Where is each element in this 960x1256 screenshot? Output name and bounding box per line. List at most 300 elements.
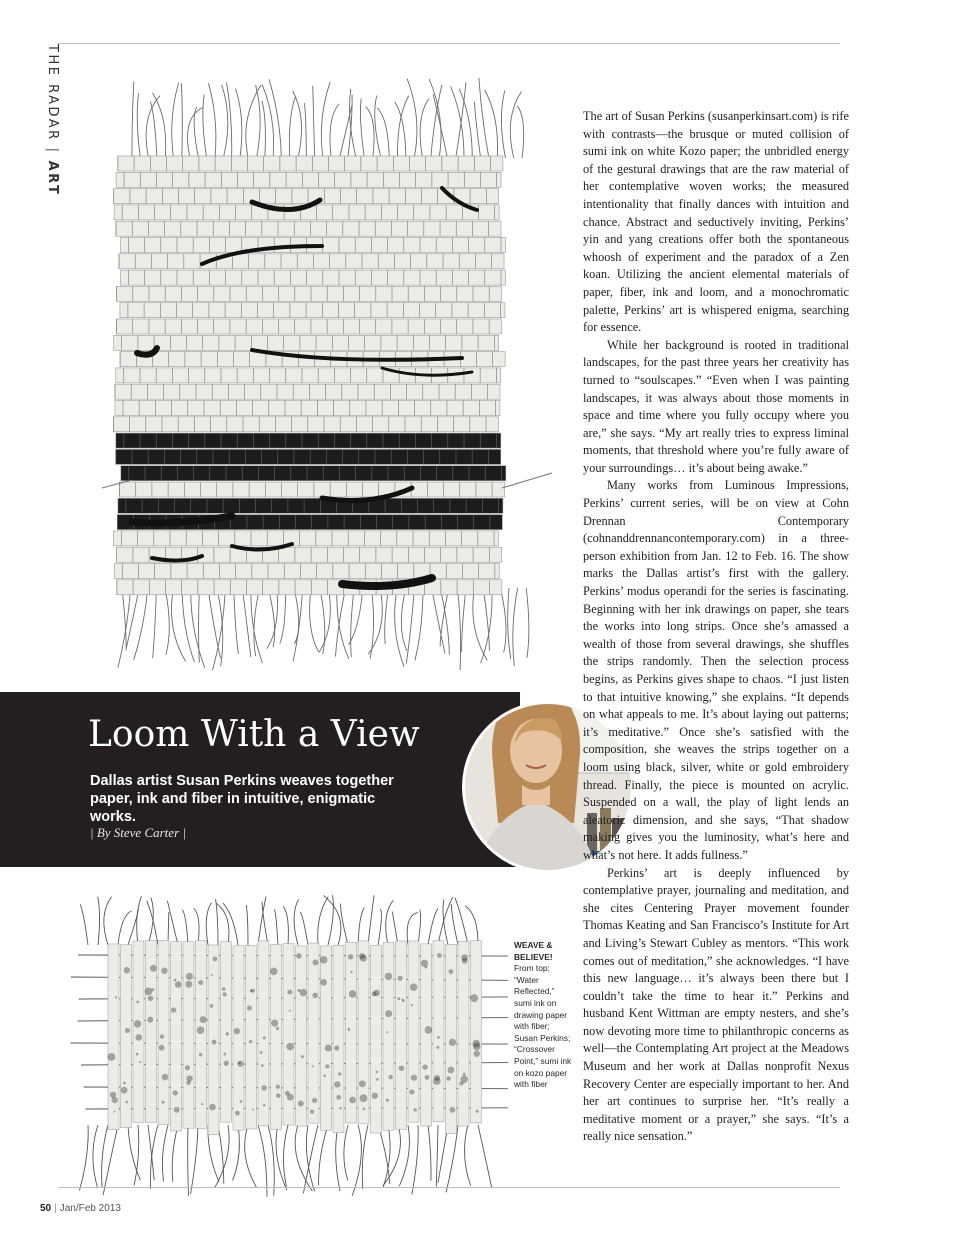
thread bbox=[148, 898, 153, 945]
thread bbox=[368, 895, 374, 945]
ink-speck bbox=[436, 1046, 439, 1049]
paper-strip bbox=[383, 942, 394, 1130]
ink-speck bbox=[410, 983, 418, 991]
ink-speck bbox=[298, 1101, 304, 1107]
ink-speck bbox=[251, 989, 255, 993]
section-label: THE RADAR bbox=[45, 44, 60, 142]
paper-strip bbox=[396, 941, 407, 1129]
paper-strip bbox=[308, 943, 319, 1123]
thread bbox=[268, 1125, 274, 1196]
ink-speck bbox=[402, 999, 405, 1002]
thread bbox=[191, 588, 205, 668]
paper-strip bbox=[119, 254, 504, 269]
ink-speck bbox=[320, 979, 327, 986]
thread bbox=[368, 588, 382, 654]
ink-speck bbox=[212, 1040, 217, 1045]
thread bbox=[392, 912, 398, 945]
page-number: 50 bbox=[40, 1203, 52, 1214]
paper-strip bbox=[116, 433, 501, 448]
paper-strip bbox=[115, 384, 500, 399]
thread bbox=[93, 1125, 98, 1188]
thread bbox=[479, 78, 489, 158]
thread bbox=[304, 103, 306, 158]
ink-speck bbox=[115, 996, 117, 998]
thread bbox=[508, 588, 511, 659]
ink-speck bbox=[325, 1044, 332, 1051]
ink-speck bbox=[110, 1092, 116, 1098]
thread bbox=[336, 1125, 340, 1191]
ink-speck bbox=[450, 1107, 456, 1113]
ink-speck bbox=[287, 1094, 294, 1101]
thread bbox=[246, 905, 248, 945]
paper-strip bbox=[118, 156, 503, 171]
thread bbox=[222, 85, 228, 158]
thread bbox=[310, 588, 319, 652]
thread bbox=[407, 79, 417, 158]
ink-speck bbox=[186, 973, 193, 980]
thread bbox=[295, 1125, 312, 1191]
ink-speck bbox=[373, 990, 380, 997]
ink-speck bbox=[162, 1101, 165, 1104]
paper-strip bbox=[296, 946, 307, 1126]
thread bbox=[510, 92, 521, 158]
ink-speck bbox=[411, 1004, 413, 1006]
ink-speck bbox=[350, 971, 352, 973]
headline: Loom With a View bbox=[88, 714, 420, 755]
thread bbox=[344, 1125, 348, 1181]
thread bbox=[358, 907, 364, 945]
ink-speck bbox=[134, 1020, 141, 1027]
paper-strip bbox=[433, 941, 444, 1122]
ink-speck bbox=[463, 1073, 466, 1076]
thread bbox=[191, 1125, 198, 1194]
thread bbox=[203, 95, 207, 158]
ink-speck bbox=[449, 969, 454, 974]
thread bbox=[137, 93, 140, 158]
thread bbox=[167, 901, 178, 945]
ink-speck bbox=[287, 989, 292, 994]
ink-speck bbox=[235, 1111, 240, 1116]
thread bbox=[428, 1125, 431, 1181]
thread bbox=[251, 588, 263, 663]
thread bbox=[104, 897, 112, 945]
ink-speck bbox=[160, 1034, 164, 1038]
ink-speck bbox=[270, 968, 278, 976]
thread bbox=[208, 83, 215, 158]
thread bbox=[320, 588, 325, 654]
ink-speck bbox=[159, 1045, 165, 1051]
ink-speck bbox=[175, 981, 182, 988]
photo-caption bbox=[514, 940, 574, 1091]
ink-speck bbox=[209, 1104, 216, 1111]
caption-text: From top: “Water Reflected,” sumi ink on drawing paper with fiber; Susan Perkins; “Crossover Point,” sumi ink on kozo paper with fiber bbox=[514, 963, 572, 1090]
thread bbox=[80, 904, 88, 945]
ink-speck bbox=[276, 1085, 280, 1089]
ink-speck bbox=[448, 1067, 455, 1074]
ink-speck bbox=[234, 1028, 240, 1034]
ink-speck bbox=[252, 1108, 254, 1110]
ink-speck bbox=[222, 987, 226, 991]
thread bbox=[321, 82, 330, 158]
thread bbox=[406, 588, 414, 664]
paragraph-1: The art of Susan Perkins (susanperkinsart.com) is rife with contrasts—the brusque or muted collision of sumi ink on white Kozo paper; the unbridled energy of the gestural drawings that are the raw material of her contemplative woven works; the measured intentionality that finally dances with intuition and chance. Abstract and seductively inviting, Perkins’ yin and yang creations offer both the spontaneous whoosh of experiment and the paradox of a Zen koan. Utilizing the ancient elemental materials of paper, fiber, ink and loom, and a monochromatic palette, Perkins’ art is whispered enigma, searching for essence. bbox=[583, 109, 849, 335]
ink-speck bbox=[198, 980, 203, 985]
ink-speck bbox=[174, 1107, 180, 1113]
thread bbox=[168, 912, 169, 945]
thread bbox=[79, 1125, 88, 1191]
thread bbox=[395, 102, 406, 158]
thread bbox=[300, 912, 308, 945]
ink-speck bbox=[197, 1026, 205, 1034]
ink-speck bbox=[449, 1039, 456, 1046]
ink-speck bbox=[422, 1064, 427, 1069]
thread bbox=[233, 1125, 240, 1181]
thread bbox=[303, 1125, 318, 1193]
thread bbox=[366, 107, 374, 158]
ink-speck bbox=[386, 1031, 388, 1033]
ink-speck bbox=[271, 1019, 278, 1026]
ink-speck bbox=[147, 1017, 153, 1023]
thread bbox=[474, 102, 480, 158]
paragraph-2: While her background is rooted in traditional landscapes, for the past three years her creativity has turned to “soulscapes.” “Even when I was painting landscapes, it was always about those moments in space and time where you fully occupy where you are,” she says. “My art really tries to express liminal moments, that threshold where you’re fully aware of your surroundings… it’s about being awake.” bbox=[583, 337, 849, 475]
ink-speck bbox=[148, 996, 154, 1002]
ink-speck bbox=[213, 957, 218, 962]
caption-head: WEAVE & BELIEVE! bbox=[514, 940, 553, 962]
ink-speck bbox=[359, 1094, 367, 1102]
thread bbox=[483, 588, 489, 651]
thread bbox=[401, 588, 407, 651]
ink-speck bbox=[312, 960, 318, 966]
byline: | By Steve Carter | bbox=[90, 825, 186, 840]
ink-speck bbox=[135, 1034, 142, 1041]
thread bbox=[378, 909, 381, 945]
ink-speck bbox=[150, 965, 157, 972]
ink-speck bbox=[224, 1061, 229, 1066]
thread bbox=[269, 79, 281, 158]
thread bbox=[370, 588, 373, 658]
ink-speck bbox=[362, 1108, 365, 1111]
ink-speck bbox=[323, 1074, 326, 1077]
paper-strip bbox=[371, 945, 382, 1133]
portrait-text-wrap bbox=[400, 674, 574, 922]
thread bbox=[399, 1125, 409, 1186]
thread bbox=[235, 89, 241, 158]
thread bbox=[182, 588, 194, 662]
ink-speck bbox=[125, 1028, 130, 1033]
ink-speck bbox=[385, 1010, 392, 1017]
thread bbox=[360, 99, 364, 158]
ink-speck bbox=[263, 1036, 266, 1039]
ink-speck bbox=[121, 1087, 128, 1094]
ink-speck bbox=[310, 1110, 314, 1114]
paper-strip bbox=[120, 303, 505, 318]
ink-speck bbox=[349, 990, 357, 998]
ink-speck bbox=[399, 1066, 405, 1072]
ink-speck bbox=[114, 1111, 116, 1113]
ink-speck bbox=[433, 1077, 441, 1085]
dek: Dallas artist Susan Perkins weaves together paper, ink and fiber in intuitive, enigmatic works. bbox=[90, 773, 394, 825]
thread bbox=[478, 1125, 492, 1187]
thread bbox=[245, 1125, 257, 1188]
paper-strip bbox=[114, 564, 499, 579]
ink-speck bbox=[376, 1078, 379, 1081]
paper-strip bbox=[196, 941, 207, 1129]
ink-speck bbox=[421, 960, 428, 967]
thread bbox=[293, 588, 302, 661]
thread bbox=[162, 1125, 168, 1181]
thread bbox=[313, 86, 315, 158]
thread bbox=[412, 1125, 418, 1195]
ink-speck bbox=[199, 1053, 203, 1057]
paper-strip bbox=[115, 401, 500, 416]
paper-strip bbox=[333, 945, 344, 1132]
ink-speck bbox=[123, 1082, 126, 1085]
paragraph-4: Perkins’ art is deeply influenced by contemplative prayer, journaling and meditation, and she cites Centering Prayer movement founder Thomas Keating and San Francisco’s Institute for Art and Living’s Stewart Cubley as mentors. “This work comes out of meditation,” she acknowledges. “I have this new language… it’s always been there but I couldn’t take the time to hear it.” Perkins and husband Kent Wittman are empty nesters, and she’s now devoting more time to philanthropic concerns as well—the Contemplating Art project at the Meadows Museum and her work at Dallas nonprofit Nexus Recovery Center are especially important to her. And her art continues to surprise her. “It’s really a meditative moment or a prayer,” she says. “It’s a really nice sensation.” bbox=[583, 865, 849, 1144]
ink-speck bbox=[385, 973, 392, 980]
ink-speck bbox=[185, 1065, 190, 1070]
ink-speck bbox=[339, 1107, 342, 1110]
thread bbox=[262, 902, 268, 945]
thread bbox=[420, 99, 429, 158]
ink-speck bbox=[240, 1100, 243, 1103]
thread bbox=[415, 588, 423, 661]
thread bbox=[501, 90, 505, 158]
article-body bbox=[583, 108, 849, 1146]
thread bbox=[283, 906, 288, 945]
ink-speck bbox=[223, 1053, 226, 1056]
ink-speck bbox=[474, 1050, 480, 1056]
thread bbox=[227, 83, 232, 158]
ink-speck bbox=[237, 1061, 243, 1067]
ink-speck bbox=[139, 1061, 141, 1063]
paper-strip bbox=[346, 942, 357, 1123]
paper-strip bbox=[114, 189, 499, 204]
thread bbox=[283, 1125, 288, 1187]
thread bbox=[134, 588, 148, 660]
ink-speck bbox=[411, 1075, 417, 1081]
thread bbox=[268, 588, 274, 647]
ink-speck bbox=[472, 1040, 480, 1048]
ink-speck bbox=[347, 1028, 350, 1031]
ink-speck bbox=[386, 1099, 389, 1102]
thread bbox=[194, 908, 199, 945]
thread bbox=[199, 588, 200, 663]
thread bbox=[318, 1125, 328, 1185]
thread bbox=[262, 85, 273, 158]
thread bbox=[318, 897, 329, 945]
thread bbox=[181, 83, 182, 158]
ink-speck bbox=[108, 1053, 116, 1061]
ink-speck bbox=[437, 953, 442, 958]
thread bbox=[280, 588, 286, 644]
thread bbox=[98, 897, 100, 945]
ink-speck bbox=[171, 1007, 176, 1012]
thread bbox=[234, 588, 239, 654]
ink-speck bbox=[334, 1081, 340, 1087]
ink-speck bbox=[312, 993, 318, 999]
section-separator: | bbox=[45, 147, 60, 155]
thread bbox=[118, 588, 131, 668]
ink-speck bbox=[276, 1093, 281, 1098]
paper-strip bbox=[171, 942, 182, 1131]
ink-speck bbox=[186, 1080, 191, 1085]
paper-strip bbox=[408, 941, 419, 1122]
thread bbox=[267, 588, 278, 649]
paper-strip bbox=[458, 941, 469, 1126]
thread bbox=[132, 81, 134, 158]
ink-speck bbox=[300, 989, 307, 996]
ink-speck bbox=[476, 1110, 479, 1113]
thread bbox=[126, 588, 139, 648]
ink-speck bbox=[409, 1089, 414, 1094]
thread bbox=[137, 896, 142, 945]
thread bbox=[341, 904, 348, 945]
ink-speck bbox=[201, 1103, 203, 1105]
thread bbox=[436, 1125, 438, 1187]
thread bbox=[275, 909, 278, 945]
thread bbox=[337, 588, 349, 659]
thread bbox=[378, 1125, 390, 1184]
paragraph-3: Many works from Luminous Impressions, Perkins’ current series, will be on view at Cohn Drennan Contemporary (cohnanddrennancontemporary.com) in a three-person exhibition from Jan. 12 to Feb. 16. The show marks the Dallas artist’s first with the gallery. Perkins’ modus operandi for the series is fascinating. Beginning with her ink drawings on paper, she tears the works into long strips. Once she’s amassed a wealth of those from several drawings, she shuffles the strips randomly. Then the selection process begins, as Perkins gives shape to chaos. “I just listen to that intuitive knowing,” she explains. “It depends on what appeals to me. It’s about laying out patterns; it’s meditative.” Once she’s satisfied with the composition, she weaves the strips together on a loom using black, silver, white or gold embroidery thread. Finally, the piece is mounted on acrylic. Suspended on a wall, the play of light lends an aleatoric dimension, and she says, “That shadow making gives you the luminosity, what’s here and what’s not here. It adds fullness.” bbox=[583, 478, 849, 862]
ink-speck bbox=[349, 1097, 356, 1104]
ink-speck bbox=[372, 1093, 378, 1099]
ink-speck bbox=[388, 1075, 392, 1079]
ink-speck bbox=[397, 997, 400, 1000]
thread bbox=[206, 903, 211, 945]
paper-strip bbox=[221, 942, 232, 1122]
thread bbox=[395, 588, 404, 667]
thread bbox=[102, 1125, 108, 1188]
ink-speck bbox=[437, 1036, 440, 1039]
paper-strip bbox=[117, 319, 502, 334]
thread bbox=[242, 588, 250, 657]
thread bbox=[258, 1125, 267, 1197]
ink-speck bbox=[249, 1040, 252, 1043]
ink-speck bbox=[398, 976, 403, 981]
ink-speck bbox=[325, 1064, 329, 1068]
ink-speck bbox=[261, 1085, 267, 1091]
ink-speck bbox=[320, 956, 328, 964]
folio-separator: | bbox=[54, 1203, 57, 1214]
ink-speck bbox=[161, 967, 167, 973]
thread bbox=[262, 101, 266, 158]
thread bbox=[146, 96, 160, 158]
folio bbox=[40, 1203, 121, 1214]
ink-speck bbox=[126, 1101, 129, 1104]
thread bbox=[194, 107, 198, 158]
paper-strip bbox=[118, 498, 503, 513]
ink-speck bbox=[263, 1104, 266, 1107]
thread bbox=[517, 106, 523, 158]
thread bbox=[216, 899, 218, 945]
ink-speck bbox=[470, 994, 478, 1002]
ink-speck bbox=[462, 958, 468, 964]
ink-speck bbox=[261, 1064, 264, 1067]
paper-strip bbox=[114, 335, 499, 350]
ink-speck bbox=[162, 1074, 169, 1081]
thread bbox=[446, 1125, 458, 1192]
ink-speck bbox=[247, 1006, 252, 1011]
artwork-crossover-point bbox=[68, 895, 508, 1200]
ink-speck bbox=[124, 967, 130, 973]
ink-speck bbox=[446, 1076, 450, 1080]
ink-speck bbox=[172, 1090, 177, 1095]
thread bbox=[440, 588, 449, 655]
thread bbox=[386, 900, 394, 945]
thread bbox=[362, 1125, 368, 1189]
thread bbox=[172, 83, 179, 158]
ink-speck bbox=[276, 1027, 279, 1030]
thread bbox=[182, 910, 188, 945]
paper-strip bbox=[117, 286, 502, 301]
section-tag bbox=[40, 44, 62, 204]
ink-speck bbox=[136, 1001, 139, 1004]
thread bbox=[153, 588, 157, 658]
ink-speck bbox=[312, 1065, 314, 1067]
thread bbox=[350, 89, 357, 158]
top-rule bbox=[58, 43, 840, 44]
thread bbox=[294, 899, 299, 945]
ink-speck bbox=[226, 1032, 229, 1035]
ink-speck bbox=[151, 988, 154, 991]
artwork-water-reflected bbox=[92, 68, 572, 674]
paper-strip bbox=[113, 417, 498, 432]
thread bbox=[351, 588, 355, 657]
paper-strip bbox=[421, 944, 432, 1126]
thread bbox=[165, 588, 169, 655]
ink-speck bbox=[348, 954, 353, 959]
bottom-rule bbox=[58, 1187, 840, 1188]
paper-strip bbox=[116, 449, 501, 464]
paper-strip bbox=[117, 580, 502, 595]
thread bbox=[375, 96, 381, 158]
thread bbox=[223, 903, 238, 945]
thread bbox=[330, 104, 339, 158]
ink-speck bbox=[286, 1043, 294, 1051]
thread bbox=[352, 1125, 361, 1196]
paper-strip bbox=[113, 531, 498, 546]
ink-speck bbox=[425, 1075, 430, 1080]
ink-speck bbox=[336, 1095, 341, 1100]
paper-strip bbox=[471, 941, 482, 1123]
thread bbox=[134, 1125, 139, 1185]
ink-speck bbox=[174, 979, 177, 982]
paper-strip bbox=[321, 946, 332, 1130]
ink-speck bbox=[359, 1080, 366, 1087]
ink-speck bbox=[413, 1108, 416, 1111]
thread bbox=[171, 588, 185, 662]
ink-speck bbox=[136, 1053, 139, 1056]
ink-speck bbox=[260, 1051, 263, 1054]
ink-speck bbox=[210, 1004, 214, 1008]
section-category: ART bbox=[45, 160, 60, 197]
paper-strip bbox=[133, 941, 144, 1122]
issue-date: Jan/Feb 2013 bbox=[59, 1203, 121, 1214]
paper-strip bbox=[116, 172, 501, 187]
thread bbox=[172, 1125, 178, 1182]
ink-speck bbox=[375, 1071, 378, 1074]
ink-speck bbox=[297, 989, 300, 992]
thread bbox=[385, 588, 389, 644]
paper-strip bbox=[120, 270, 505, 285]
paper-strip bbox=[120, 482, 505, 497]
ink-speck bbox=[223, 992, 227, 996]
thread bbox=[465, 1125, 471, 1186]
paper-strip bbox=[116, 221, 501, 236]
thread bbox=[457, 588, 460, 670]
thread bbox=[500, 588, 506, 652]
paper-strip bbox=[258, 941, 269, 1126]
